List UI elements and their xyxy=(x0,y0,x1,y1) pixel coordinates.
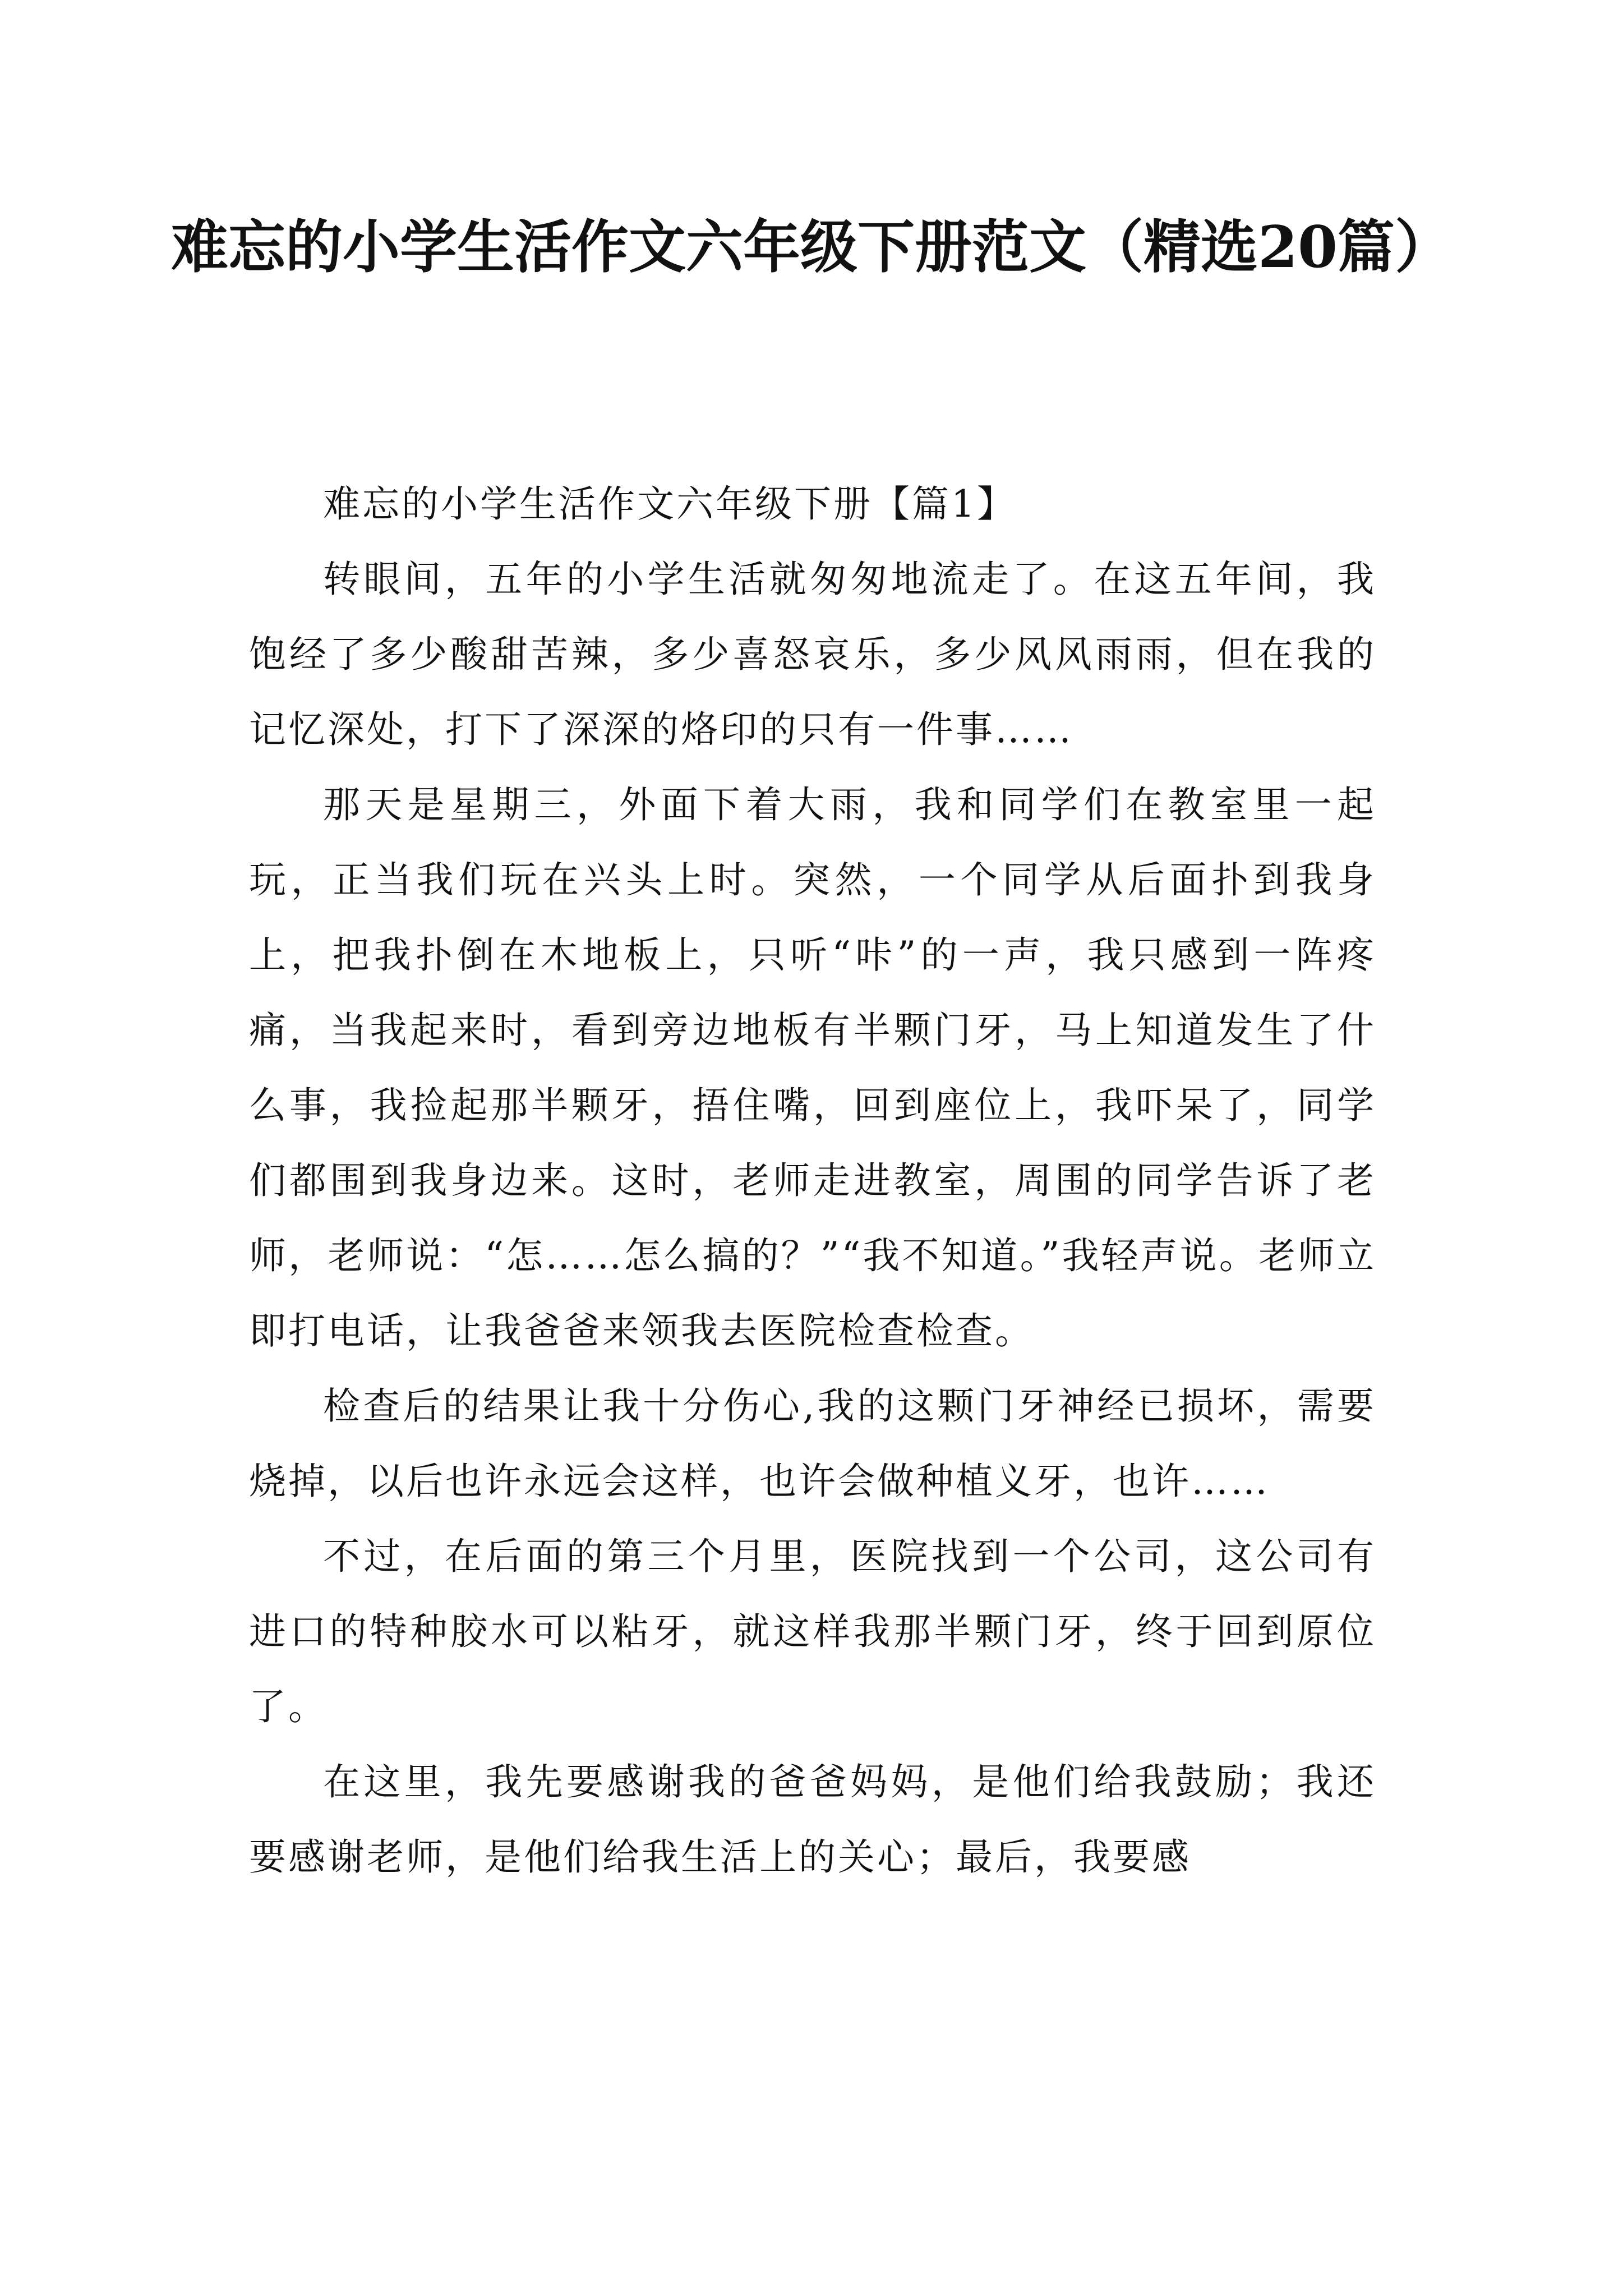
document-title: 难忘的小学生活作文六年级下册范文（精选20篇） xyxy=(171,214,1452,281)
paragraph: 那天是星期三，外面下着大雨，我和同学们在教室里一起玩，正当我们玩在兴头上时。突然，一个同学从后面扑到我身上，把我扑倒在木地板上，只听“咔”的一声，我只感到一阵疼痛，当我起来时，看到旁边地板有半颗门牙，马上知道发生了什么事，我捡起那半颗牙，捂住嘴，回到座位上，我吓呆了，同学们都围到我身边来。这时，老师走进教室，周围的同学告诉了老师，老师说：“怎……怎么搞的？”“我不知道。”我轻声说。老师立即打电话，让我爸爸来领我去医院检查检查。 xyxy=(249,783,1376,1352)
paragraph: 检查后的结果让我十分伤心,我的这颗门牙神经已损坏，需要烧掉，以后也许永远会这样，也许会做种植义牙，也许…… xyxy=(249,1384,1376,1503)
paragraph: 在这里，我先要感谢我的爸爸妈妈，是他们给我鼓励；我还要感谢老师，是他们给我生活上的关心；最后，我要感 xyxy=(249,1760,1376,1879)
document-body xyxy=(249,467,1376,1895)
paragraph: 转眼间，五年的小学生活就匆匆地流走了。在这五年间，我饱经了多少酸甜苦辣，多少喜怒哀乐，多少风风雨雨，但在我的记忆深处，打下了深深的烙印的只有一件事…… xyxy=(249,558,1376,751)
section-heading: 难忘的小学生活作文六年级下册【篇1】 xyxy=(323,482,1016,526)
paragraph: 不过，在后面的第三个月里，医院找到一个公司，这公司有进口的特种胶水可以粘牙，就这样我那半颗门牙，终于回到原位了。 xyxy=(249,1535,1376,1728)
